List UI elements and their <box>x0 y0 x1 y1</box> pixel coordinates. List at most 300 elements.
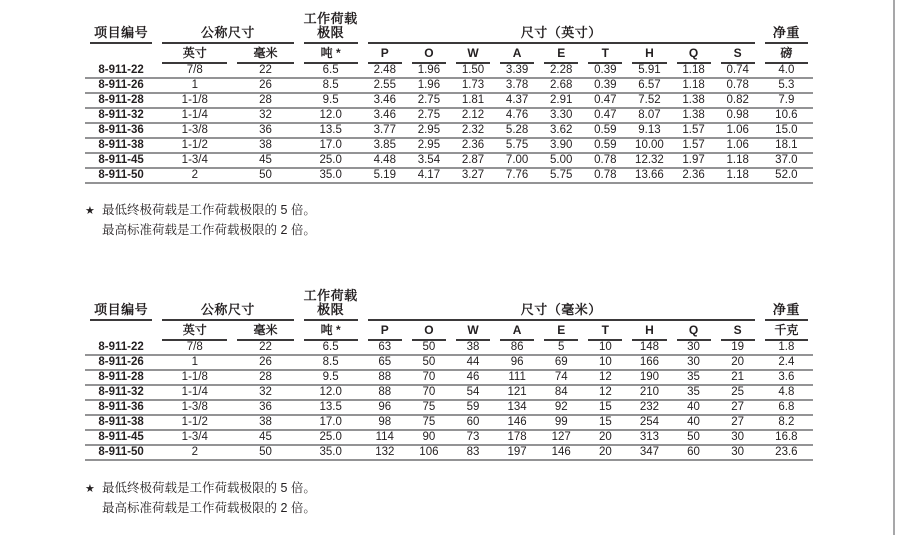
table-row <box>85 415 813 430</box>
col-subheader-吨 <box>299 321 363 341</box>
value-cell: 65 <box>363 355 407 370</box>
value-cell: 38 <box>451 341 495 355</box>
value-cell: 6.57 <box>627 78 671 93</box>
value-cell: 3.46 <box>363 108 407 123</box>
value-cell: 3.6 <box>760 370 813 385</box>
value-cell: 0.47 <box>583 93 627 108</box>
spec-table-mm <box>85 289 813 461</box>
col-group-nominal-size <box>157 12 298 44</box>
col-group-dimensions-label: 尺寸（毫米） <box>368 303 755 321</box>
value-cell: 1-3/4 <box>157 153 232 168</box>
value-cell: 52.0 <box>760 168 813 183</box>
value-cell: 3.90 <box>539 138 583 153</box>
value-cell: 45 <box>232 153 298 168</box>
value-cell: 2.87 <box>451 153 495 168</box>
value-cell: 0.98 <box>716 108 760 123</box>
value-cell: 3.46 <box>363 93 407 108</box>
value-cell: 2.48 <box>363 64 407 78</box>
value-cell: 1.57 <box>672 138 716 153</box>
col-subheader-毫米 <box>232 44 298 64</box>
value-cell: 54 <box>451 385 495 400</box>
value-cell: 1.57 <box>672 123 716 138</box>
value-cell: 0.78 <box>583 153 627 168</box>
col-group-net-weight-label: 净重 <box>765 26 808 44</box>
value-cell: 1.8 <box>760 341 813 355</box>
col-subheader-empty <box>85 321 157 341</box>
value-cell: 75 <box>407 400 451 415</box>
value-cell: 60 <box>451 415 495 430</box>
value-cell: 134 <box>495 400 539 415</box>
col-subheader-label: 磅 <box>765 47 808 64</box>
value-cell: 36 <box>232 123 298 138</box>
col-subheader-P <box>363 44 407 64</box>
value-cell: 2.12 <box>451 108 495 123</box>
item-code-cell: 8-911-32 <box>85 108 157 123</box>
value-cell: 21 <box>716 370 760 385</box>
value-cell: 50 <box>232 168 298 183</box>
table-row <box>85 78 813 93</box>
value-cell: 3.54 <box>407 153 451 168</box>
value-cell: 26 <box>232 78 298 93</box>
value-cell: 59 <box>451 400 495 415</box>
value-cell: 63 <box>363 341 407 355</box>
page-right-border <box>893 0 895 535</box>
col-group-item-label: 项目编号 <box>90 303 152 321</box>
table-row <box>85 355 813 370</box>
value-cell: 1.50 <box>451 64 495 78</box>
value-cell: 1-1/4 <box>157 108 232 123</box>
value-cell: 99 <box>539 415 583 430</box>
value-cell: 12 <box>583 385 627 400</box>
col-subheader-label: O <box>412 324 446 341</box>
value-cell: 146 <box>495 415 539 430</box>
value-cell: 190 <box>627 370 671 385</box>
col-subheader-label: 吨 * <box>304 324 358 341</box>
col-subheader-label: S <box>721 47 755 64</box>
value-cell: 25.0 <box>299 430 363 445</box>
value-cell: 30 <box>672 355 716 370</box>
value-cell: 4.76 <box>495 108 539 123</box>
col-subheader-label: P <box>368 324 402 341</box>
col-subheader-P <box>363 321 407 341</box>
value-cell: 1-3/8 <box>157 400 232 415</box>
value-cell: 96 <box>363 400 407 415</box>
col-group-dimensions-label: 尺寸（英寸） <box>368 26 755 44</box>
value-cell: 4.48 <box>363 153 407 168</box>
footnote-text-1: 最低终极荷载是工作荷载极限的 5 倍。 <box>102 203 316 217</box>
col-subheader-E <box>539 321 583 341</box>
value-cell: 313 <box>627 430 671 445</box>
value-cell: 27 <box>716 400 760 415</box>
value-cell: 3.62 <box>539 123 583 138</box>
value-cell: 84 <box>539 385 583 400</box>
col-subheader-label: 英寸 <box>162 47 227 64</box>
value-cell: 2 <box>157 445 232 460</box>
spec-table <box>85 12 813 184</box>
footnote-line <box>85 201 316 221</box>
value-cell: 30 <box>672 341 716 355</box>
value-cell: 28 <box>232 370 298 385</box>
value-cell: 17.0 <box>299 415 363 430</box>
col-subheader-毫米 <box>232 321 298 341</box>
value-cell: 1-1/4 <box>157 385 232 400</box>
value-cell: 7.76 <box>495 168 539 183</box>
value-cell: 0.39 <box>583 64 627 78</box>
table-row <box>85 445 813 460</box>
value-cell: 3.77 <box>363 123 407 138</box>
col-subheader-label: Q <box>677 324 711 341</box>
footnote-block-1 <box>85 201 316 240</box>
col-subheader-label: 毫米 <box>237 47 293 64</box>
value-cell: 0.59 <box>583 138 627 153</box>
value-cell: 22 <box>232 341 298 355</box>
col-subheader-E <box>539 44 583 64</box>
col-subheader-T <box>583 321 627 341</box>
value-cell: 15 <box>583 400 627 415</box>
value-cell: 25.0 <box>299 153 363 168</box>
value-cell: 9.5 <box>299 370 363 385</box>
value-cell: 2.75 <box>407 93 451 108</box>
value-cell: 8.07 <box>627 108 671 123</box>
value-cell: 2.95 <box>407 138 451 153</box>
value-cell: 35 <box>672 370 716 385</box>
value-cell: 1.81 <box>451 93 495 108</box>
item-code-cell: 8-911-38 <box>85 415 157 430</box>
value-cell: 1.18 <box>716 153 760 168</box>
value-cell: 50 <box>672 430 716 445</box>
value-cell: 3.30 <box>539 108 583 123</box>
value-cell: 1.96 <box>407 64 451 78</box>
value-cell: 197 <box>495 445 539 460</box>
value-cell: 16.8 <box>760 430 813 445</box>
item-code-cell: 8-911-26 <box>85 78 157 93</box>
value-cell: 0.59 <box>583 123 627 138</box>
table-row <box>85 64 813 78</box>
value-cell: 32 <box>232 385 298 400</box>
value-cell: 1.18 <box>672 78 716 93</box>
value-cell: 146 <box>539 445 583 460</box>
star-icon: ★ <box>85 205 95 217</box>
value-cell: 88 <box>363 370 407 385</box>
value-cell: 5.00 <box>539 153 583 168</box>
value-cell: 0.47 <box>583 108 627 123</box>
value-cell: 45 <box>232 430 298 445</box>
value-cell: 1-3/4 <box>157 430 232 445</box>
col-group-item <box>85 12 157 44</box>
value-cell: 92 <box>539 400 583 415</box>
value-cell: 10.00 <box>627 138 671 153</box>
value-cell: 8.2 <box>760 415 813 430</box>
value-cell: 25 <box>716 385 760 400</box>
value-cell: 19 <box>716 341 760 355</box>
item-code-cell: 8-911-45 <box>85 153 157 168</box>
value-cell: 35.0 <box>299 445 363 460</box>
col-group-wll-label: 工作荷载 极限 <box>304 289 358 321</box>
value-cell: 70 <box>407 370 451 385</box>
value-cell: 2.28 <box>539 64 583 78</box>
value-cell: 1-1/2 <box>157 138 232 153</box>
value-cell: 3.78 <box>495 78 539 93</box>
value-cell: 60 <box>672 445 716 460</box>
footnote-text-2: 最高标准荷载是工作荷载极限的 2 倍。 <box>102 501 316 515</box>
value-cell: 1.96 <box>407 78 451 93</box>
item-code-cell: 8-911-22 <box>85 64 157 78</box>
value-cell: 20 <box>583 445 627 460</box>
col-subheader-label: O <box>412 47 446 64</box>
value-cell: 2.32 <box>451 123 495 138</box>
value-cell: 0.82 <box>716 93 760 108</box>
col-group-nominal-label: 公称尺寸 <box>162 303 293 321</box>
value-cell: 5.75 <box>539 168 583 183</box>
item-code-cell: 8-911-28 <box>85 370 157 385</box>
value-cell: 13.5 <box>299 123 363 138</box>
table-row <box>85 370 813 385</box>
value-cell: 3.27 <box>451 168 495 183</box>
value-cell: 132 <box>363 445 407 460</box>
col-subheader-label: T <box>588 324 622 341</box>
value-cell: 83 <box>451 445 495 460</box>
value-cell: 7.00 <box>495 153 539 168</box>
col-group-wll-label: 工作荷载 极限 <box>304 12 358 44</box>
value-cell: 7.52 <box>627 93 671 108</box>
value-cell: 40 <box>672 400 716 415</box>
value-cell: 0.74 <box>716 64 760 78</box>
table-row <box>85 385 813 400</box>
value-cell: 35.0 <box>299 168 363 183</box>
value-cell: 5.19 <box>363 168 407 183</box>
value-cell: 96 <box>495 355 539 370</box>
item-code-cell: 8-911-32 <box>85 385 157 400</box>
col-subheader-label: H <box>632 324 666 341</box>
value-cell: 50 <box>407 341 451 355</box>
col-group-wll <box>299 289 363 321</box>
table-row <box>85 341 813 355</box>
value-cell: 12.0 <box>299 385 363 400</box>
col-subheader-英寸 <box>157 321 232 341</box>
col-subheader-empty <box>85 44 157 64</box>
value-cell: 9.13 <box>627 123 671 138</box>
value-cell: 1.38 <box>672 93 716 108</box>
table-row <box>85 400 813 415</box>
col-subheader-label: A <box>500 324 534 341</box>
value-cell: 4.17 <box>407 168 451 183</box>
col-subheader-S <box>716 321 760 341</box>
value-cell: 15.0 <box>760 123 813 138</box>
value-cell: 0.39 <box>583 78 627 93</box>
col-subheader-label: Q <box>677 47 711 64</box>
col-subheader-label: S <box>721 324 755 341</box>
value-cell: 178 <box>495 430 539 445</box>
value-cell: 17.0 <box>299 138 363 153</box>
value-cell: 5.3 <box>760 78 813 93</box>
spec-table <box>85 289 813 461</box>
value-cell: 6.5 <box>299 341 363 355</box>
col-subheader-H <box>627 321 671 341</box>
col-group-item <box>85 289 157 321</box>
value-cell: 32 <box>232 108 298 123</box>
col-subheader-Q <box>672 44 716 64</box>
value-cell: 0.78 <box>583 168 627 183</box>
value-cell: 27 <box>716 415 760 430</box>
value-cell: 30 <box>716 430 760 445</box>
value-cell: 13.66 <box>627 168 671 183</box>
value-cell: 1-1/2 <box>157 415 232 430</box>
value-cell: 2.36 <box>672 168 716 183</box>
star-icon: ★ <box>85 483 95 495</box>
value-cell: 2.95 <box>407 123 451 138</box>
value-cell: 12.32 <box>627 153 671 168</box>
value-cell: 8.5 <box>299 78 363 93</box>
col-subheader-吨 <box>299 44 363 64</box>
value-cell: 148 <box>627 341 671 355</box>
value-cell: 2.55 <box>363 78 407 93</box>
value-cell: 232 <box>627 400 671 415</box>
value-cell: 114 <box>363 430 407 445</box>
value-cell: 1-3/8 <box>157 123 232 138</box>
value-cell: 1 <box>157 78 232 93</box>
value-cell: 38 <box>232 138 298 153</box>
item-code-cell: 8-911-26 <box>85 355 157 370</box>
table-row <box>85 430 813 445</box>
col-group-nominal-label: 公称尺寸 <box>162 26 293 44</box>
value-cell: 7/8 <box>157 341 232 355</box>
footnote-block-2 <box>85 479 316 518</box>
value-cell: 12 <box>583 370 627 385</box>
value-cell: 210 <box>627 385 671 400</box>
value-cell: 127 <box>539 430 583 445</box>
value-cell: 15 <box>583 415 627 430</box>
col-subheader-S <box>716 44 760 64</box>
value-cell: 36 <box>232 400 298 415</box>
value-cell: 106 <box>407 445 451 460</box>
footnote-line <box>85 499 316 518</box>
value-cell: 2.4 <box>760 355 813 370</box>
value-cell: 5.75 <box>495 138 539 153</box>
value-cell: 1-1/8 <box>157 93 232 108</box>
col-subheader-label: P <box>368 47 402 64</box>
value-cell: 98 <box>363 415 407 430</box>
item-code-cell: 8-911-38 <box>85 138 157 153</box>
col-subheader-label: E <box>544 47 578 64</box>
value-cell: 90 <box>407 430 451 445</box>
value-cell: 7/8 <box>157 64 232 78</box>
col-subheader-W <box>451 44 495 64</box>
col-subheader-label: H <box>632 47 666 64</box>
item-code-cell: 8-911-22 <box>85 341 157 355</box>
value-cell: 73 <box>451 430 495 445</box>
value-cell: 10 <box>583 341 627 355</box>
col-subheader-label: W <box>456 324 490 341</box>
item-code-cell: 8-911-45 <box>85 430 157 445</box>
value-cell: 2.68 <box>539 78 583 93</box>
value-cell: 5.91 <box>627 64 671 78</box>
item-code-cell: 8-911-36 <box>85 400 157 415</box>
col-subheader-T <box>583 44 627 64</box>
value-cell: 2 <box>157 168 232 183</box>
value-cell: 121 <box>495 385 539 400</box>
value-cell: 6.5 <box>299 64 363 78</box>
col-group-net-weight <box>760 12 813 44</box>
value-cell: 20 <box>583 430 627 445</box>
col-group-wll <box>299 12 363 44</box>
value-cell: 254 <box>627 415 671 430</box>
value-cell: 13.5 <box>299 400 363 415</box>
value-cell: 8.5 <box>299 355 363 370</box>
table-row <box>85 138 813 153</box>
value-cell: 111 <box>495 370 539 385</box>
value-cell: 5 <box>539 341 583 355</box>
item-code-cell: 8-911-50 <box>85 445 157 460</box>
item-code-cell: 8-911-28 <box>85 93 157 108</box>
col-group-dimensions <box>363 289 760 321</box>
value-cell: 1.38 <box>672 108 716 123</box>
value-cell: 5.28 <box>495 123 539 138</box>
col-subheader-千克 <box>760 321 813 341</box>
value-cell: 1.18 <box>716 168 760 183</box>
table-row <box>85 93 813 108</box>
value-cell: 0.78 <box>716 78 760 93</box>
value-cell: 23.6 <box>760 445 813 460</box>
col-subheader-W <box>451 321 495 341</box>
col-subheader-H <box>627 44 671 64</box>
value-cell: 44 <box>451 355 495 370</box>
footnote-line <box>85 221 316 240</box>
value-cell: 4.0 <box>760 64 813 78</box>
col-subheader-label: A <box>500 47 534 64</box>
value-cell: 22 <box>232 64 298 78</box>
col-group-net-weight <box>760 289 813 321</box>
value-cell: 6.8 <box>760 400 813 415</box>
value-cell: 1.06 <box>716 123 760 138</box>
col-group-dimensions <box>363 12 760 44</box>
value-cell: 38 <box>232 415 298 430</box>
value-cell: 2.91 <box>539 93 583 108</box>
value-cell: 1.18 <box>672 64 716 78</box>
value-cell: 37.0 <box>760 153 813 168</box>
col-subheader-英寸 <box>157 44 232 64</box>
value-cell: 28 <box>232 93 298 108</box>
value-cell: 26 <box>232 355 298 370</box>
col-group-item-label: 项目编号 <box>90 26 152 44</box>
footnote-text-2: 最高标准荷载是工作荷载极限的 2 倍。 <box>102 223 316 237</box>
col-subheader-label: T <box>588 47 622 64</box>
col-subheader-label: W <box>456 47 490 64</box>
value-cell: 30 <box>716 445 760 460</box>
value-cell: 35 <box>672 385 716 400</box>
value-cell: 1-1/8 <box>157 370 232 385</box>
col-subheader-label: 英寸 <box>162 324 227 341</box>
spec-table-inches <box>85 12 813 184</box>
value-cell: 166 <box>627 355 671 370</box>
col-group-net-weight-label: 净重 <box>765 303 808 321</box>
item-code-cell: 8-911-36 <box>85 123 157 138</box>
value-cell: 12.0 <box>299 108 363 123</box>
value-cell: 70 <box>407 385 451 400</box>
col-subheader-label: 千克 <box>765 324 808 341</box>
value-cell: 9.5 <box>299 93 363 108</box>
value-cell: 18.1 <box>760 138 813 153</box>
table-row <box>85 123 813 138</box>
value-cell: 7.9 <box>760 93 813 108</box>
value-cell: 4.8 <box>760 385 813 400</box>
value-cell: 20 <box>716 355 760 370</box>
value-cell: 3.85 <box>363 138 407 153</box>
col-group-nominal-size <box>157 289 298 321</box>
col-subheader-label: 毫米 <box>237 324 293 341</box>
col-subheader-Q <box>672 321 716 341</box>
value-cell: 10.6 <box>760 108 813 123</box>
value-cell: 3.39 <box>495 64 539 78</box>
